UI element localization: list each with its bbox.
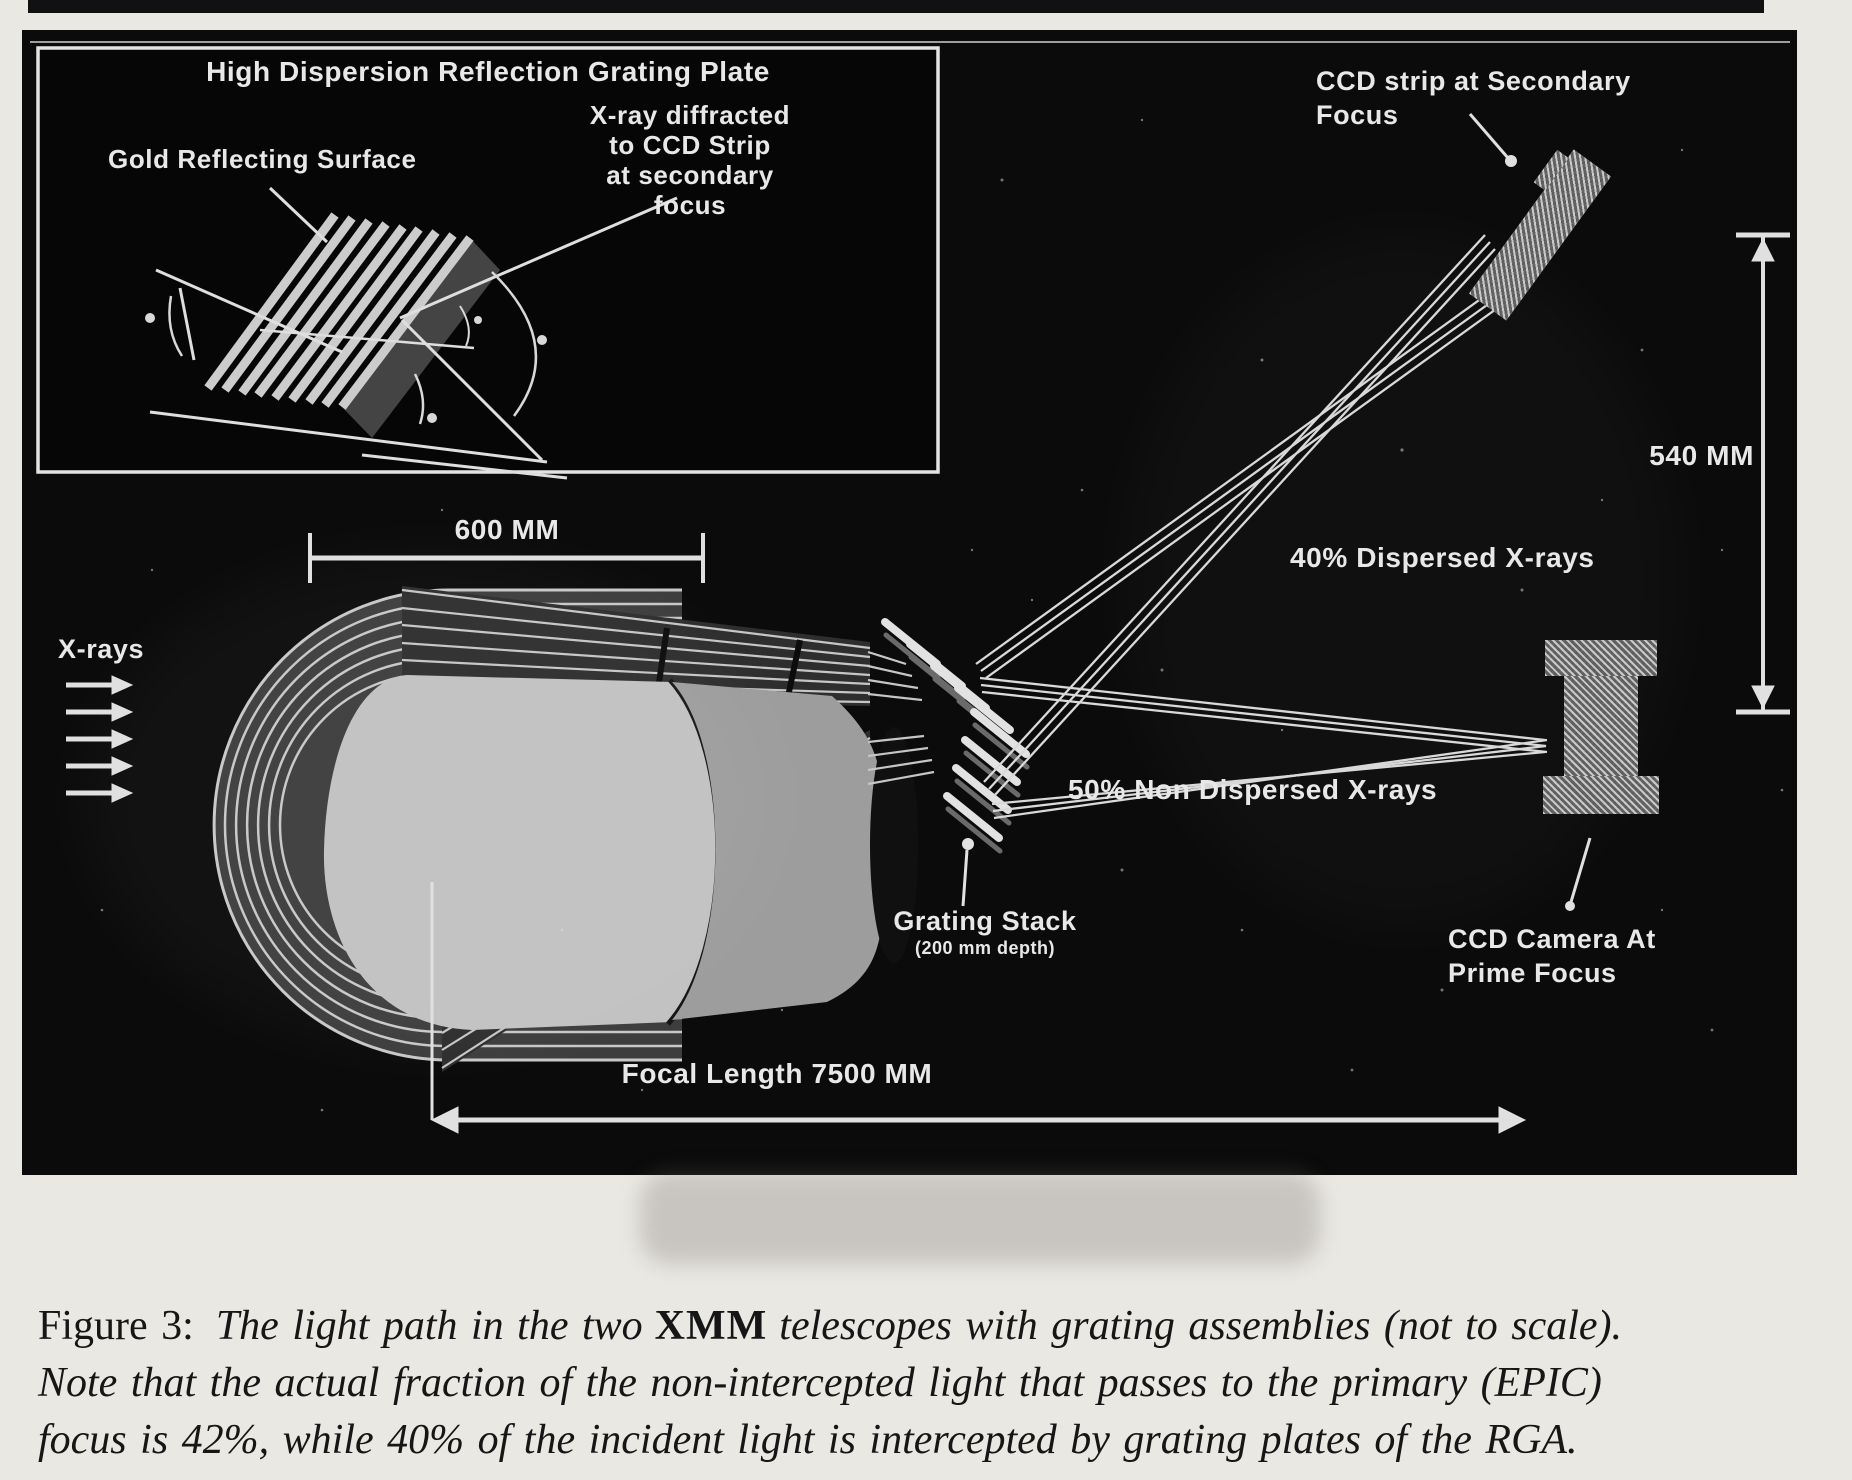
figure-diagram-panel: [22, 30, 1797, 1175]
grating-stack-depth-label: (200 mm depth): [914, 938, 1056, 958]
scan-sheen: [1122, 230, 1682, 930]
dim-540mm-lines: [1736, 235, 1790, 712]
scan-smudge: [640, 1172, 1320, 1264]
caption-xmm: XMM: [654, 1303, 768, 1349]
xray-diffracted-label-line: at secondary: [606, 160, 774, 190]
grating-stack-label: Grating Stack: [893, 906, 1077, 936]
ccd-strip-label: [1316, 64, 1631, 132]
xrays-label: X-rays: [58, 634, 145, 664]
dim-540mm-label: 540 MM: [1649, 440, 1754, 471]
scan-sheen: [82, 550, 782, 1050]
caption-line-3: focus is 42%, while 40% of the incident light is intercepted by grating plates of the RGA.: [38, 1417, 1578, 1463]
ccd-strip-pointer-dot: [1505, 155, 1517, 167]
ccd-strip-label-line: Focus: [1316, 100, 1399, 130]
ccd-camera-bottom-flange: [1543, 776, 1659, 814]
caption-figure-number: Figure 3:: [38, 1303, 194, 1349]
xray-diffracted-label: [570, 100, 810, 220]
grating-stack-pointer-dot: [962, 838, 974, 850]
non-dispersed-xrays-label: 50% Non Dispersed X-rays: [1068, 774, 1438, 805]
ccd-camera-label-line: CCD Camera At: [1448, 924, 1656, 954]
ccd-strip-label-line: CCD strip at Secondary: [1316, 66, 1631, 96]
xray-diffracted-label-line: X-ray diffracted: [589, 100, 791, 130]
caption-text: The light path in the two: [215, 1303, 643, 1349]
caption-text: telescopes with grating assemblies (not to scale).: [779, 1303, 1623, 1349]
ccd-camera-at-prime-focus: [1542, 640, 1660, 814]
ccd-camera-body: [1564, 676, 1638, 776]
ccd-camera-top-flange: [1545, 640, 1657, 676]
dispersed-xrays-label: 40% Dispersed X-rays: [1290, 542, 1595, 573]
xray-diffracted-label-line: to CCD Strip: [609, 130, 771, 160]
caption-line-1: [38, 1298, 1830, 1355]
ccd-camera-pointer-dot: [1565, 901, 1575, 911]
grating-stack-pointer-line: [963, 850, 967, 906]
xray-diffracted-label-line: focus: [653, 190, 727, 220]
scan-edge-artifact: [28, 0, 1764, 13]
ccd-camera-label-line: Prime Focus: [1448, 958, 1617, 988]
inset-title: High Dispersion Reflection Grating Plate: [206, 56, 770, 87]
caption-line-2: Note that the actual fraction of the non-intercepted light that passes to the primary (EPIC): [38, 1360, 1602, 1406]
figure-caption: [38, 1298, 1830, 1469]
gold-reflecting-surface-label: Gold Reflecting Surface: [108, 144, 417, 174]
focal-length-label: Focal Length 7500 MM: [621, 1058, 933, 1089]
dim-600mm-label: 600 MM: [454, 514, 560, 545]
ccd-camera-label: [1448, 922, 1656, 990]
